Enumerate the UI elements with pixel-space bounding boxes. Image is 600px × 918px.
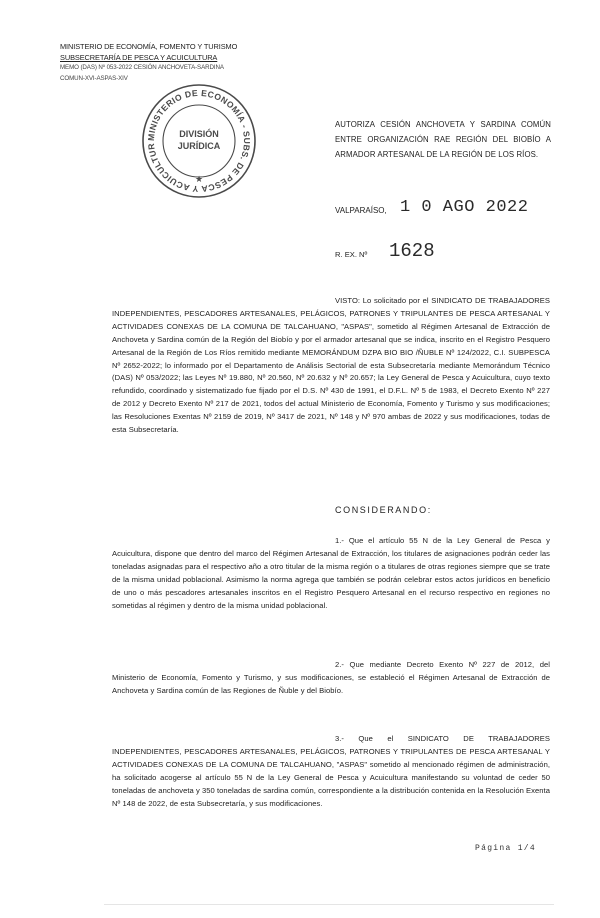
header-subsecretaria: SUBSECRETARÍA DE PESCA Y ACUICULTURA xyxy=(60,52,218,62)
stamp-line-juridica: JURÍDICA xyxy=(177,141,221,151)
stamp-ring-text: MINISTERIO DE ECONOMÍA - SUBS. DE PESCA Y ACUICULTUR xyxy=(145,87,253,195)
date-stamp: 1 0 AGO 2022 xyxy=(400,198,529,217)
considerando-1: 1.- Que el artículo 55 N de la Ley General de Pesca y Acuicultura, dispone que dentro del marco del Régimen Artesanal de Extracción, los titulares de asignaciones podrán ceder las toneladas asignadas para el respectivo año a otro titular de la misma región o a titulares de otras regiones siempre que se trate de la misma unidad poblacional. Asimismo la norma agrega que también se podrán celebrar estos actos jurídicos en beneficio de uno o más pescadores artesanales inscritos en el Registro Pesquero Artesanal en el recurso respectivo en regiones no sometidas al régimen y dentro de la misma unidad poblacional. xyxy=(112,536,550,610)
resolution-subject: AUTORIZA CESIÓN ANCHOVETA Y SARDINA COMÚN ENTRE ORGANIZACIÓN RAE REGIÓN DEL BIOBÍO A ARMADOR ARTESANAL DE LA REGIÓN DE LOS RÍOS. xyxy=(335,120,551,159)
stamp-star-icon: ★ xyxy=(194,174,204,184)
stamp-line-division: DIVISIÓN xyxy=(179,129,219,139)
page-bottom-rule xyxy=(104,904,554,905)
header-memo: MEMO (DAS) Nº 053-2022 CESIÓN ANCHOVETA-SARDINA xyxy=(60,64,224,71)
header-reference: COMUN-XVI-ASPAS-XIV xyxy=(60,74,128,82)
ministry-header xyxy=(60,42,270,84)
city-label: VALPARAÍSO, xyxy=(335,206,387,215)
resolution-number: 1628 xyxy=(389,240,435,262)
visto-paragraph: VISTO: Lo solicitado por el SINDICATO DE TRABAJADORES INDEPENDIENTES, PESCADORES ARTESANALES, PELÁGICOS, PATRONES Y TRIPULANTES DE PESCA ARTESANAL Y ACTIVIDADES CONEXAS DE LA COMUNA DE TALCAHUANO, "ASPAS", sometido al Régimen Artesanal de Extracción de Anchoveta y Sardina común de la Región del Biobío y por el armador artesanal que se indica, inscrito en el Registro Pesquero Artesanal de la Región de Los Ríos remitido mediante MEMORÁNDUM DZPA BIO BIO /ÑUBLE Nº 124/2022, C.I. SUBPESCA Nº 2652-2022; lo informado por el Departamento de Análisis Sectorial de esta Subsecretaría mediante Memorándum Técnico (DAS) Nº 053/2022; las Leyes Nº 19.880, Nº 20.560, Nº 20.632 y Nº 20.657; la Ley General de Pesca y Acuicultura, cuyo texto refundido, coordinado y sistematizado fue fijado por el D.S. Nº 430 de 1991, el D.F.L. Nº 5 de 1983, el Decreto Exento Nº 227 de 2012 y Decreto Exento Nº 217 de 2021, todos del actual Ministerio de Economía, Fomento y Turismo y sus modificaciones; las Resoluciones Exentas Nº 2159 de 2019, Nº 3417 de 2021, Nº 148 y Nº 970 ambas de 2022 y sus modificaciones, todas de esta Subsecretaría. xyxy=(112,296,550,435)
page-number: Página 1/4 xyxy=(475,844,537,853)
division-juridica-stamp xyxy=(140,82,258,200)
stamp-seal-icon xyxy=(140,82,258,200)
place-date xyxy=(335,198,565,222)
considerando-heading: CONSIDERANDO: xyxy=(335,505,432,515)
header-ministry: MINISTERIO DE ECONOMÍA, FOMENTO Y TURISMO xyxy=(60,42,238,51)
resolution-label: R. EX. Nº xyxy=(335,250,368,259)
considerando-2: 2.- Que mediante Decreto Exento Nº 227 de 2012, del Ministerio de Economía, Fomento y Turismo, y sus modificaciones, se estableció el Régimen Artesanal de Extracción de Anchoveta y Sardina común de las Regiones de Ñuble y del Biobío. xyxy=(112,660,550,695)
considerando-3: 3.- Que el SINDICATO DE TRABAJADORES INDEPENDIENTES, PESCADORES ARTESANALES, PELÁGICOS, PATRONES Y TRIPULANTES DE PESCA ARTESANAL Y ACTIVIDADES CONEXAS DE LA COMUNA DE TALCAHUANO, "ASPAS" sometido al mencionado régimen de administración, ha solicitado acogerse al artículo 55 N de la Ley General de Pesca y Acuicultura manifestando su voluntad de ceder 50 toneladas de anchoveta y 350 toneladas de sardina común, correspondiente a la distribución contenida en la Resolución Exenta Nº 148 de 2022, de esta Subsecretaría, y sus modificaciones. xyxy=(112,734,550,808)
resolution-number-row xyxy=(335,240,535,266)
